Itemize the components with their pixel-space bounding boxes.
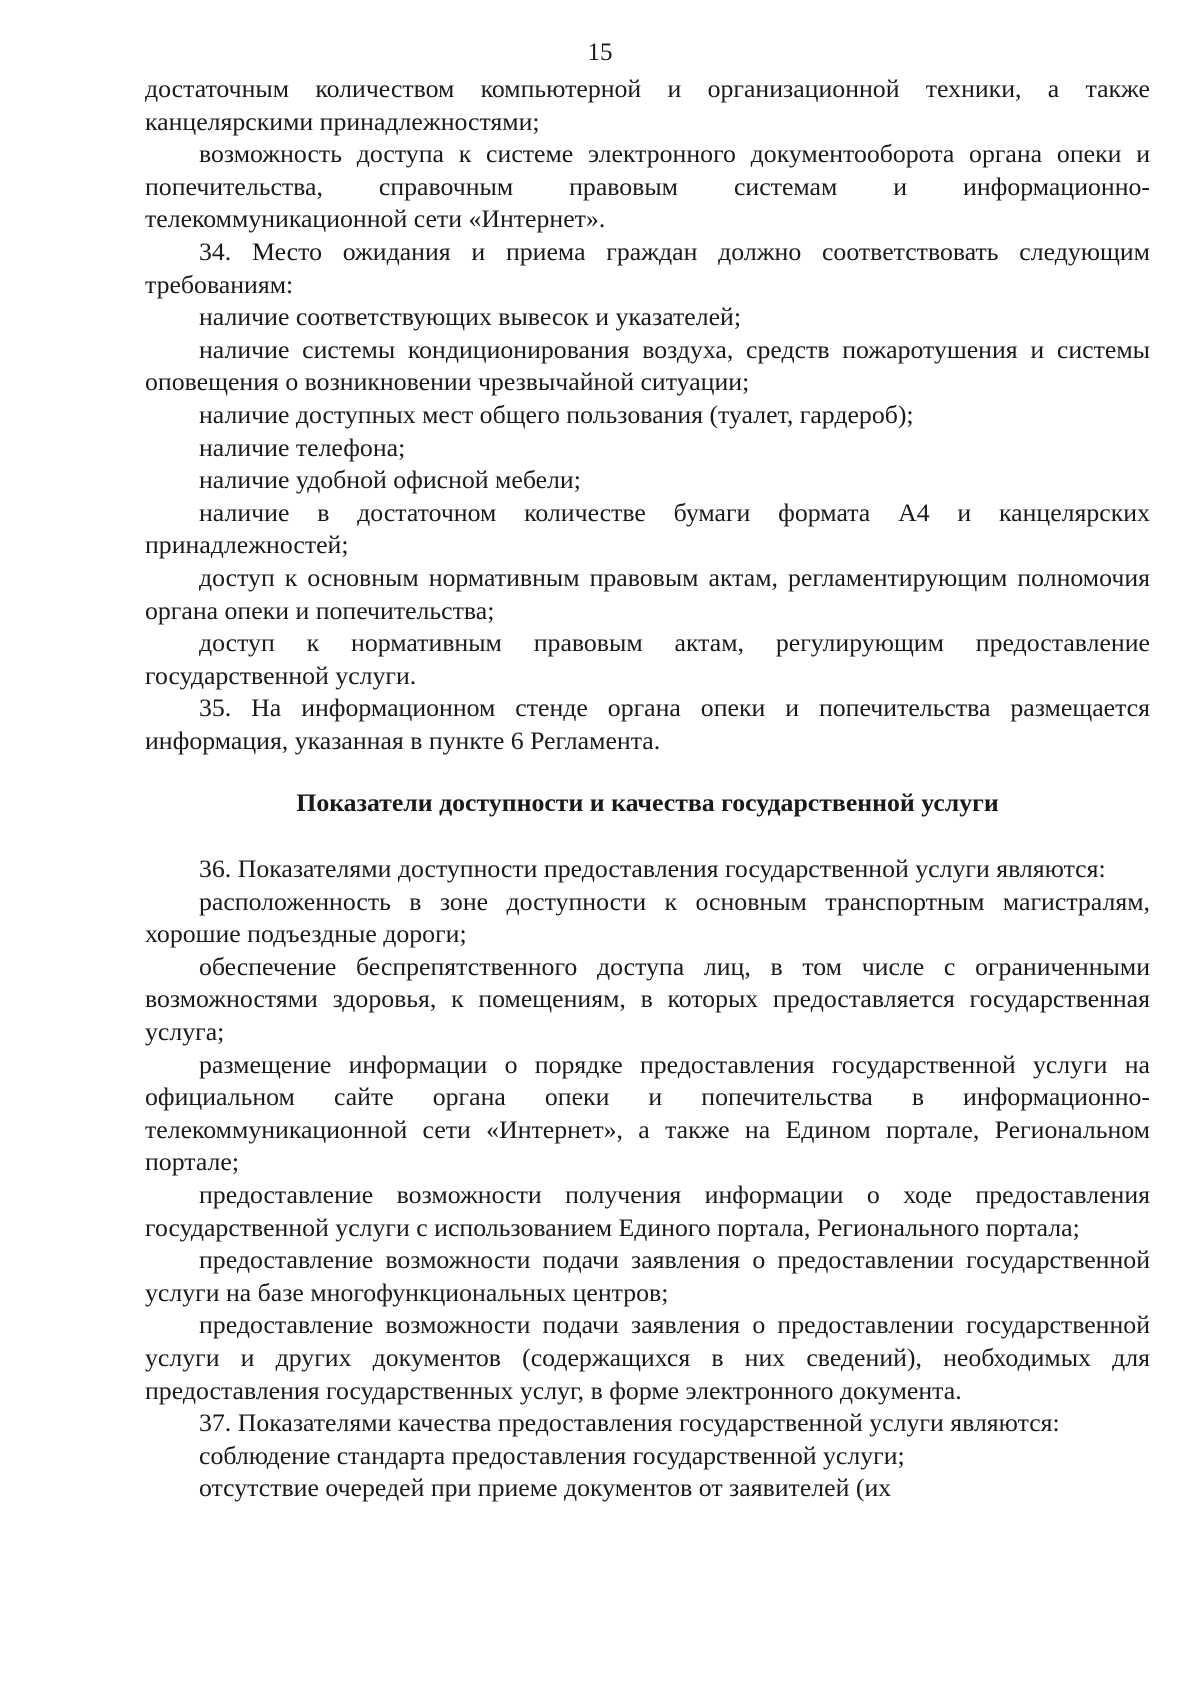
section-heading: Показатели доступности и качества государственной услуги (296, 788, 999, 818)
paragraph: наличие соответствующих вывесок и указателей; (199, 302, 741, 332)
paragraph: наличие телефона; (199, 432, 406, 462)
paragraph: соблюдение стандарта предоставления государственной услуги; (199, 1440, 905, 1470)
paragraph: размещение информации о порядке предоставления государственной услуги на официальном сайте органа опеки и попечительства в информационно-телекоммуникационной сети «Интернет», а также на Едином портале, Региональном портале; (145, 1049, 1150, 1177)
paragraph: доступ к нормативным правовым актам, регулирующим предоставление государственной услуги. (145, 628, 1150, 690)
page-number: 15 (587, 39, 613, 66)
paragraph: расположенность в зоне доступности к основным транспортным магистралям, хорошие подъездные дороги; (145, 886, 1150, 949)
paragraph: достаточным количеством компьютерной и организационной техники, а также канцелярскими принадлежностями; (145, 74, 1150, 136)
paragraph: наличие в достаточном количестве бумаги формата А4 и канцелярских принадлежностей; (145, 497, 1150, 560)
paragraph-group-bottom (145, 853, 1150, 1505)
paragraph: предоставление возможности подачи заявления о предоставлении государственной услуги на базе многофункциональных центров; (145, 1245, 1150, 1307)
paragraph-group-top (145, 73, 1150, 757)
paragraph: наличие системы кондиционирования воздуха, средств пожаротушения и системы оповещения о возникновении чрезвычайной ситуации; (145, 334, 1150, 397)
paragraph: отсутствие очередей при приеме документов от заявителей (их (199, 1473, 892, 1503)
paragraph: наличие доступных мест общего пользования (туалет, гардероб); (199, 399, 914, 429)
paragraph: предоставление возможности подачи заявления о предоставлении государственной услуги и других документов (содержащихся в них сведений), необходимых для предоставления государственных услуг, в форме электронного документа. (145, 1310, 1150, 1405)
paragraph: 34. Место ожидания и приема граждан должно соответствовать следующим требованиям: (145, 236, 1150, 299)
paragraph: предоставление возможности получения информации о ходе предоставления государственной услуги с использованием Единого портала, Регионального портала; (145, 1180, 1150, 1242)
paragraph: возможность доступа к системе электронного документооборота органа опеки и попечительства, справочным правовым системам и информационно-телекоммуникационной сети «Интернет». (145, 139, 1150, 234)
paragraph: 36. Показателями доступности предоставления государственной услуги являются: (199, 854, 1106, 884)
document-body (145, 73, 1150, 1505)
paragraph: доступ к основным нормативным правовым актам, регламентирующим полномочия органа опеки и попечительства; (145, 562, 1150, 625)
paragraph: наличие удобной офисной мебели; (199, 465, 581, 495)
paragraph: 35. На информационном стенде органа опеки и попечительства размещается информация, указанная в пункте 6 Регламента. (145, 693, 1150, 755)
paragraph: обеспечение беспрепятственного доступа лиц, в том числе с ограниченными возможностями здоровья, к помещениям, в которых предоставляется государственная услуга; (145, 951, 1150, 1047)
paragraph: 37. Показателями качества предоставления государственной услуги являются: (199, 1408, 1060, 1438)
